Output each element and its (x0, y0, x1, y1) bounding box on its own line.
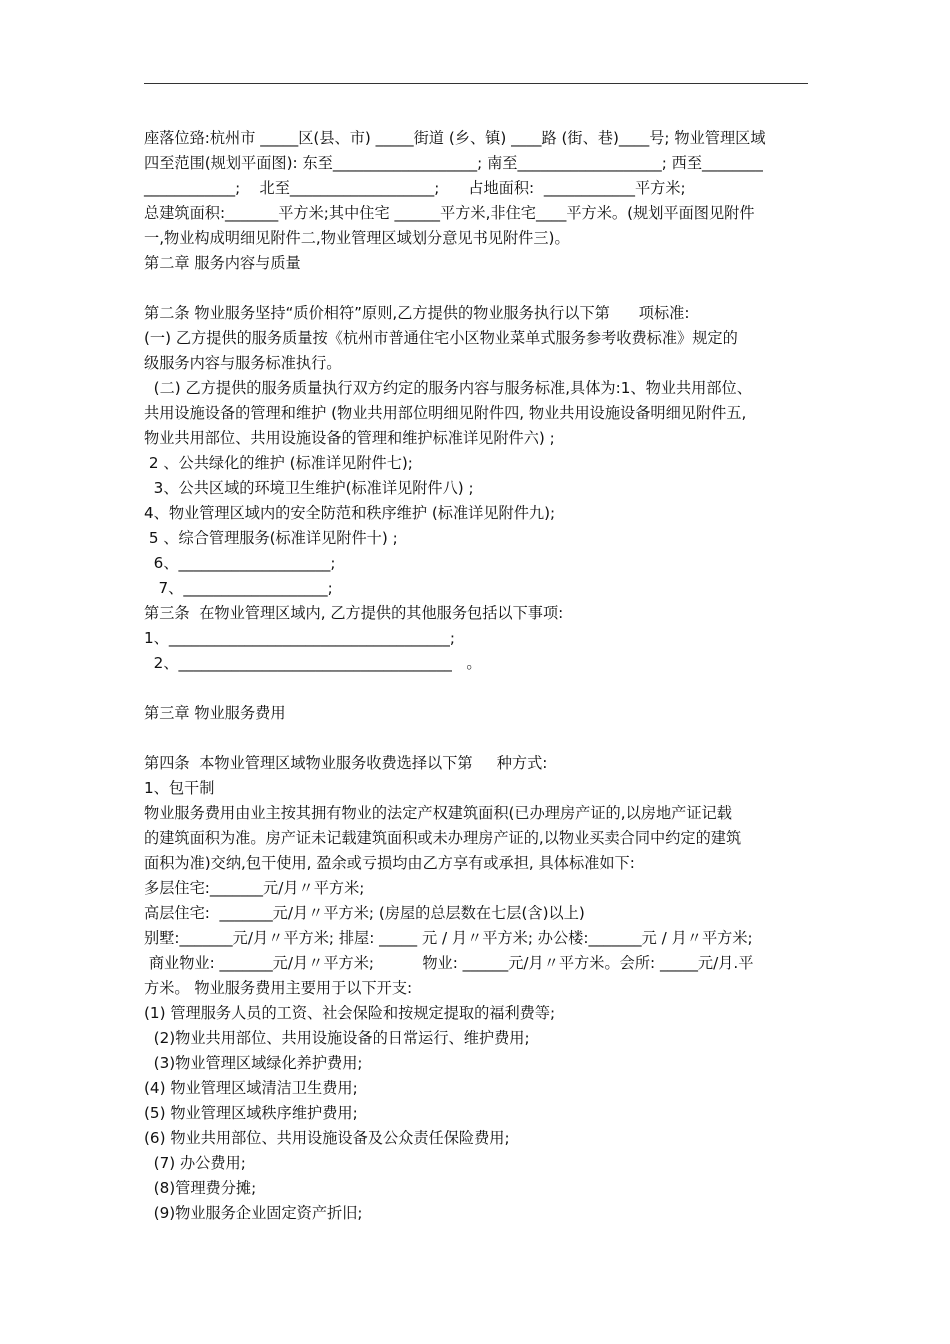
text-line: 多层住宅:_______元/月〃平方米; (144, 879, 365, 897)
text-line: 物业服务费用由业主按其拥有物业的法定产权建筑面积(已办理房产证的,以房地产证记载 (144, 804, 732, 822)
text-line: (6) 物业共用部位、共用设施设备及公众责任保险费用; (144, 1129, 510, 1147)
text-line: 第三条 在物业管理区域内, 乙方提供的其他服务包括以下事项: (144, 604, 564, 622)
text-line: 物业共用部位、共用设施设备的管理和维护标准详见附件六) ; (144, 429, 555, 447)
text-line: ____________; 北至___________________; 占地面积: ____________平方米; (144, 179, 686, 197)
blank-line (144, 276, 820, 301)
text-line: (3)物业管理区域绿化养护费用; (144, 1054, 363, 1072)
text-line: 共用设施设备的管理和维护 (物业共用部位明细见附件四, 物业共用设施设备明细见附件五, (144, 404, 747, 422)
text-line: (8)管理费分摊; (144, 1179, 257, 1197)
text-line: 的建筑面积为准。房产证未记载建筑面积或未办理房产证的,以物业买卖合同中约定的建筑 (144, 829, 742, 847)
text-line: 2 、公共绿化的维护 (标准详见附件七); (144, 454, 413, 472)
text-line: 总建筑面积:_______平方米;其中住宅 ______平方米,非住宅____平方米。(规划平面图见附件 (144, 204, 755, 222)
blank-line (144, 676, 820, 701)
text-line: 方米。 物业服务费用主要用于以下开支: (144, 979, 413, 997)
text-line: (7) 办公费用; (144, 1154, 246, 1172)
text-line: 7、___________________; (144, 579, 333, 597)
text-line: 高层住宅: _______元/月〃平方米; (房屋的总层数在七层(含)以上) (144, 904, 585, 922)
text-line: (5) 物业管理区域秩序维护费用; (144, 1104, 358, 1122)
text-line: 第四条 本物业管理区域物业服务收费选择以下第 种方式: (144, 754, 548, 772)
text-line: 1、_____________________________________; (144, 629, 455, 647)
document-body (144, 126, 820, 1226)
text-line: 面积为准)交纳,包干使用, 盈余或亏损均由乙方享有或承担, 具体标准如下: (144, 854, 635, 872)
blank-line (144, 726, 820, 751)
text-line: (二) 乙方提供的服务质量执行双方约定的服务内容与服务标准,具体为:1、物业共用部位、 (144, 379, 752, 397)
text-line: (2)物业共用部位、共用设施设备的日常运行、维护费用; (144, 1029, 530, 1047)
text-line: 四至范围(规划平面图): 东至___________________; 南至___________________; 西至________ (144, 154, 763, 172)
text-line: (9)物业服务企业固定资产折旧; (144, 1204, 363, 1222)
text-line: 4、物业管理区域内的安全防范和秩序维护 (标准详见附件九); (144, 504, 556, 522)
text-line: 第二章 服务内容与质量 (144, 254, 301, 272)
text-line: 6、____________________; (144, 554, 336, 572)
header-rule (144, 83, 808, 84)
text-line: (1) 管理服务人员的工资、社会保险和按规定提取的福利费等; (144, 1004, 556, 1022)
text-line: 2、____________________________________ 。 (144, 654, 482, 672)
text-line: (一) 乙方提供的服务质量按《杭州市普通住宅小区物业菜单式服务参考收费标准》规定的 (144, 329, 738, 347)
text-line: 一,物业构成明细见附件二,物业管理区域划分意见书见附件三)。 (144, 229, 570, 247)
text-line: 级服务内容与服务标准执行。 (144, 354, 342, 372)
text-line: 商业物业: _______元/月〃平方米; 物业: ______元/月〃平方米。会所: _____元/月.平 (144, 954, 754, 972)
text-line: 1、包干制 (144, 779, 215, 797)
text-line: 别墅:_______元/月〃平方米; 排屋: _____ 元 / 月〃平方米; 办公楼:_______元 / 月〃平方米; (144, 929, 753, 947)
text-line: 座落位臵:杭州市 _____区(县、市) _____街道 (乡、镇) ____路 (街、巷)____号; 物业管理区域 (144, 129, 766, 147)
text-line: 3、公共区域的环境卫生维护(标准详见附件八) ; (144, 479, 474, 497)
text-line: 第三章 物业服务费用 (144, 704, 286, 722)
text-line: 第二条 物业服务坚持“质价相符”原则,乙方提供的物业服务执行以下第 项标准: (144, 304, 690, 322)
text-line: (4) 物业管理区域清洁卫生费用; (144, 1079, 358, 1097)
text-line: 5 、综合管理服务(标准详见附件十) ; (144, 529, 398, 547)
